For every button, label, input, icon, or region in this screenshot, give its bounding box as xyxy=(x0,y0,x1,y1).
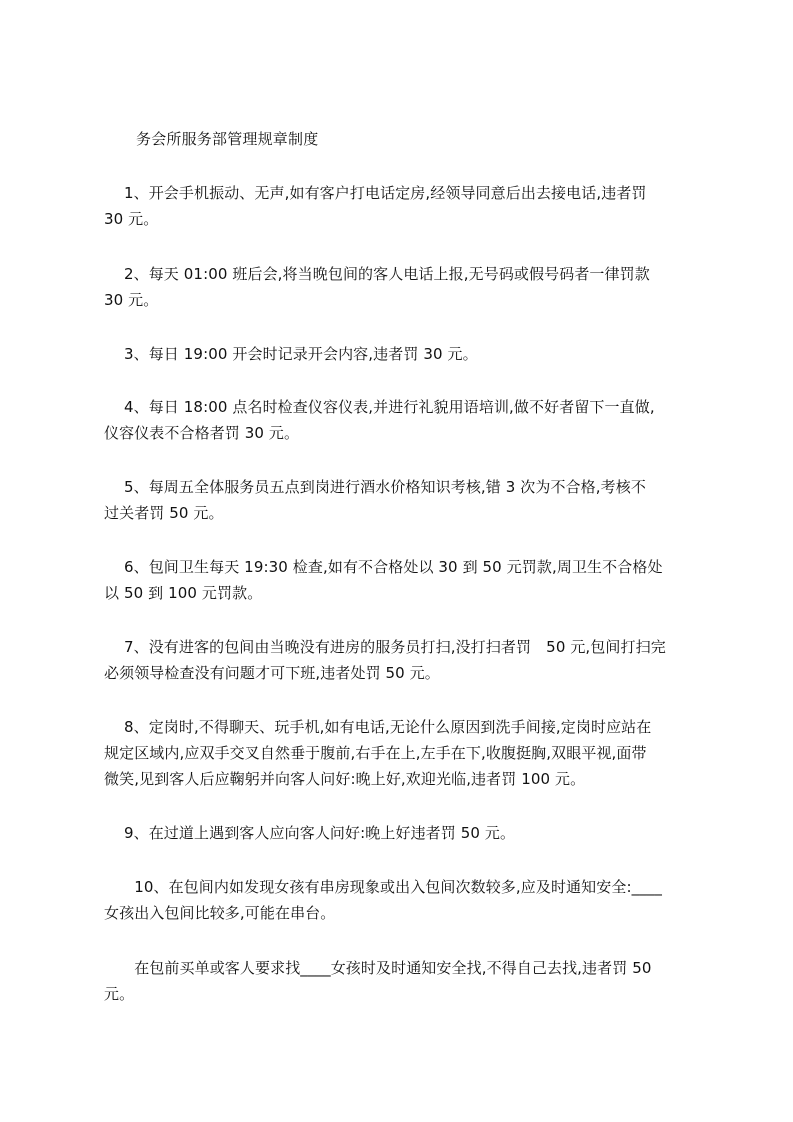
paragraph-line: 9、在过道上遇到客人应向客人问好:晚上好违者罚 50 元。 xyxy=(104,824,516,842)
rule-8-paragraph xyxy=(104,714,704,792)
rule-1-paragraph xyxy=(104,180,704,232)
document-title: 务会所服务部管理规章制度 xyxy=(136,130,319,148)
paragraph-line: 1、开会手机振动、无声,如有客户打电话定房,经领导同意后出去接电话,违者罚 xyxy=(104,184,647,202)
paragraph-line: 5、每周五全体服务员五点到岗进行酒水价格知识考核,错 3 次为不合格,考核不 xyxy=(104,478,646,496)
paragraph-line: 在包前买单或客人要求找____女孩时及时通知安全找,不得自己去找,违者罚 50 xyxy=(104,959,652,977)
paragraph-line: 6、包间卫生每天 19:30 检查,如有不合格处以 30 到 50 元罚款,周卫生不合格处 xyxy=(104,558,663,576)
paragraph-line: 必须领导检查没有问题才可下班,违者处罚 50 元。 xyxy=(104,664,440,682)
paragraph-line: 8、定岗时,不得聊天、玩手机,如有电话,无论什么原因到洗手间接,定岗时应站在 xyxy=(104,718,652,736)
paragraph-line: 过关者罚 50 元。 xyxy=(104,504,224,522)
rule-5-paragraph xyxy=(104,474,704,526)
rule-11-paragraph xyxy=(104,955,704,1007)
rule-7-paragraph xyxy=(104,634,704,686)
paragraph-line: 微笑,见到客人后应鞠躬并向客人问好:晚上好,欢迎光临,违者罚 100 元。 xyxy=(104,770,586,788)
paragraph-line: 仪容仪表不合格者罚 30 元。 xyxy=(104,424,300,442)
rule-3-paragraph xyxy=(104,341,704,367)
rule-10-paragraph xyxy=(104,874,704,926)
paragraph-line: 7、没有进客的包间由当晚没有进房的服务员打扫,没打扫者罚 50 元,包间打扫完 xyxy=(104,638,666,656)
rule-6-paragraph xyxy=(104,554,704,606)
paragraph-line: 2、每天 01:00 班后会,将当晚包间的客人电话上报,无号码或假号码者一律罚款 xyxy=(104,265,650,283)
paragraph-line: 规定区域内,应双手交叉自然垂于腹前,右手在上,左手在下,收腹挺胸,双眼平视,面带 xyxy=(104,744,647,762)
rule-2-paragraph xyxy=(104,261,704,313)
rule-4-paragraph xyxy=(104,394,704,446)
paragraph-line: 30 元。 xyxy=(104,291,159,309)
paragraph-line: 女孩出入包间比较多,可能在串台。 xyxy=(104,904,336,922)
paragraph-line: 3、每日 19:00 开会时记录开会内容,违者罚 30 元。 xyxy=(104,345,478,363)
rule-9-paragraph xyxy=(104,820,704,846)
paragraph-line: 以 50 到 100 元罚款。 xyxy=(104,584,263,602)
paragraph-line: 30 元。 xyxy=(104,210,159,228)
paragraph-line: 10、在包间内如发现女孩有串房现象或出入包间次数较多,应及时通知安全:____ xyxy=(104,878,663,896)
paragraph-line: 元。 xyxy=(104,985,135,1003)
paragraph-line: 4、每日 18:00 点名时检查仪容仪表,并进行礼貌用语培训,做不好者留下一直做, xyxy=(104,398,655,416)
